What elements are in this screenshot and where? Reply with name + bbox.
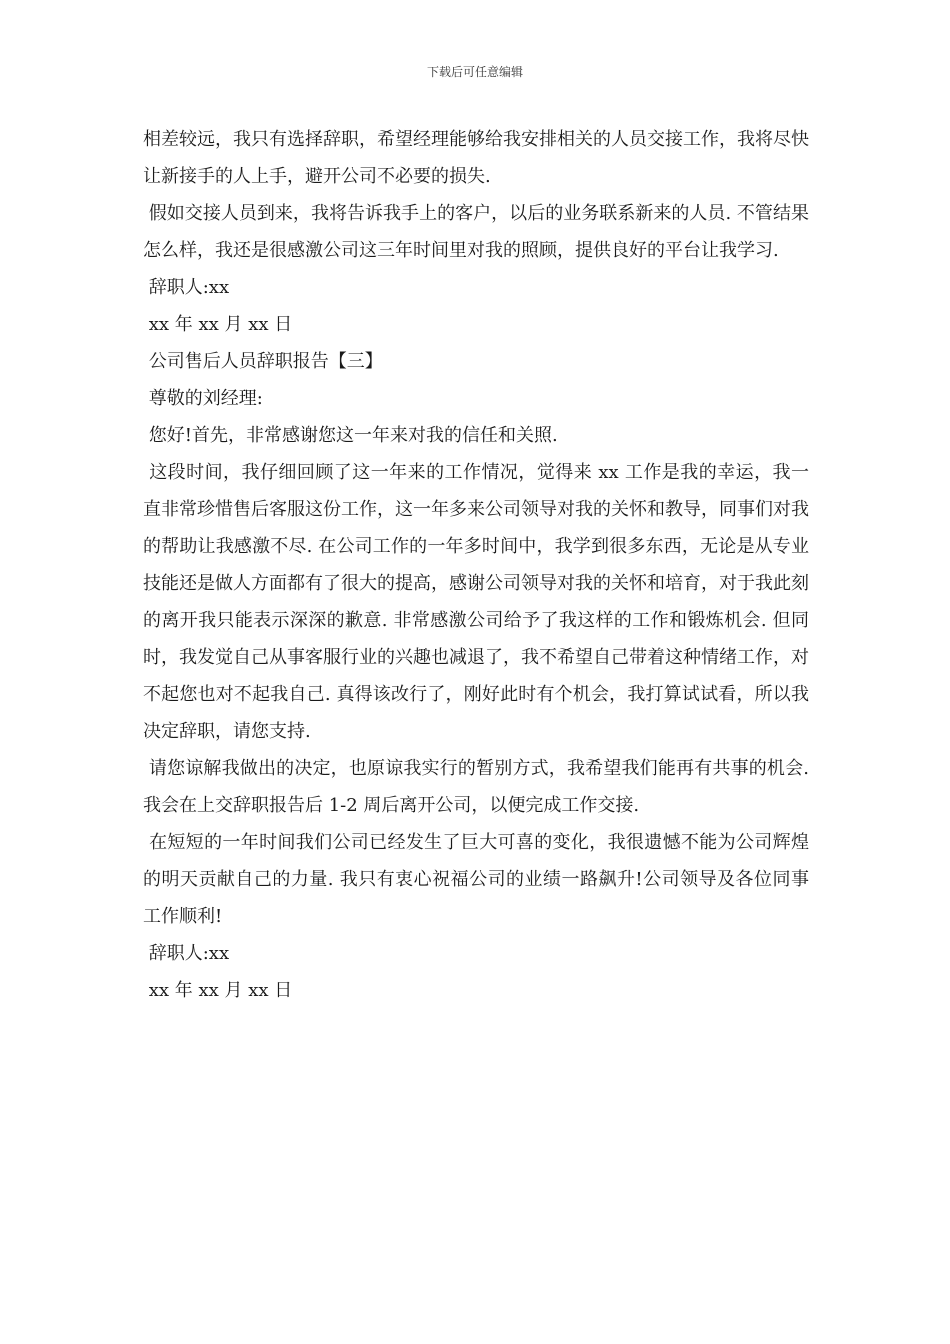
signature-resigner: 辞职人:xx xyxy=(143,277,230,298)
paragraph-intro-continued: 相差较远，我只有选择辞职，希望经理能够给我安排相关的人员交接工作，我将尽快让新接手的人上手，避开公司不必要的损失. xyxy=(143,129,809,187)
page-header-note: 下载后可任意编辑 xyxy=(426,65,523,79)
greeting: 您好!首先，非常感谢您这一年来对我的信任和关照. xyxy=(143,425,558,446)
paragraph-reflection: 这段时间，我仔细回顾了这一年来的工作情况，觉得来 xx 工作是我的幸运，我一直非常珍惜售后客服这份工作，这一年多来公司领导对我的关怀和教导，同事们对我的帮助让我感激不尽. 在公司工作的一年多时间中，我学到很多东西，无论是从专业技能还是做人方面都有了很大的提高，感谢公司领导对我的关怀和培育，对于我此刻的离开我只能表示深深的歉意. 非常感激公司给予了我这样的工作和锻炼机会. 但同时，我发觉自己从事客服行业的兴趣也减退了，我不希望自己带着这种情绪工作，对不起您也对不起我自己. 真得该改行了，刚好此时有个机会，我打算试试看，所以我决定辞职，请您支持. xyxy=(143,462,809,742)
document-body xyxy=(143,121,815,1009)
signature-date: xx 年 xx 月 xx 日 xyxy=(143,314,293,335)
paragraph-handover: 假如交接人员到来，我将告诉我手上的客户，以后的业务联系新来的人员. 不管结果怎么样，我还是很感激公司这三年时间里对我的照顾，提供良好的平台让我学习. xyxy=(143,203,809,261)
signature-resigner-2: 辞职人:xx xyxy=(143,943,230,964)
section-title: 公司售后人员辞职报告【三】 xyxy=(143,351,383,372)
signature-date-2: xx 年 xx 月 xx 日 xyxy=(143,980,293,1001)
paragraph-apology: 请您谅解我做出的决定，也原谅我实行的暂别方式，我希望我们能再有共事的机会. 我会在上交辞职报告后 1-2 周后离开公司，以便完成工作交接. xyxy=(143,758,815,816)
paragraph-wishes: 在短短的一年时间我们公司已经发生了巨大可喜的变化，我很遗憾不能为公司辉煌的明天贡献自己的力量. 我只有衷心祝福公司的业绩一路飙升!公司领导及各位同事工作顺利! xyxy=(143,832,809,927)
salutation: 尊敬的刘经理: xyxy=(143,388,263,409)
